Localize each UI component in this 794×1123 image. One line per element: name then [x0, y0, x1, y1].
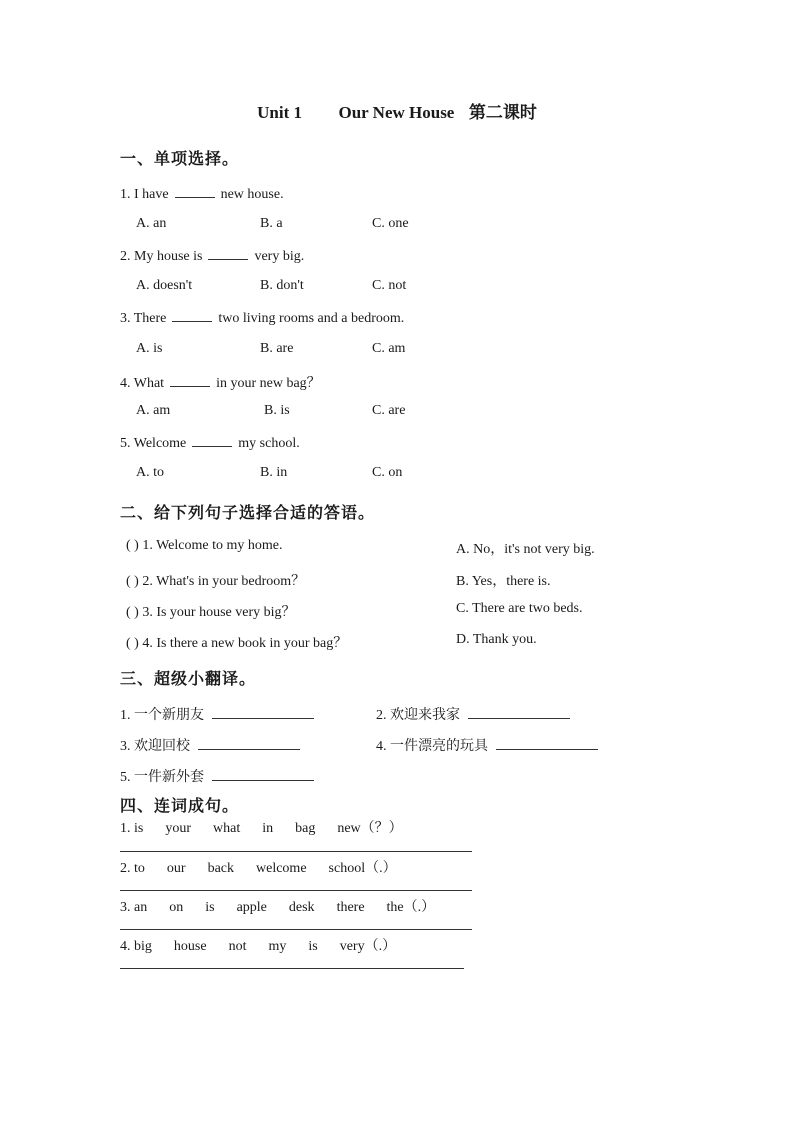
s1-question-5: [120, 434, 300, 452]
translation-item: [120, 735, 300, 755]
question-text: two living rooms and a bedroom.: [218, 311, 405, 326]
word: welcome: [256, 861, 307, 876]
option[interactable]: C. one: [372, 216, 409, 231]
s1-question-3: [120, 309, 404, 327]
translation-prompt: 2. 欢迎来我家: [376, 708, 460, 723]
option[interactable]: A. am: [136, 403, 171, 418]
s1-question-1: [120, 185, 284, 203]
word: what: [213, 821, 241, 836]
word: new（？）: [337, 821, 403, 836]
option[interactable]: A. is: [136, 341, 163, 356]
translation-item: [376, 735, 598, 755]
option[interactable]: A. an: [136, 216, 167, 231]
answer-blank[interactable]: [172, 309, 212, 322]
word: your: [165, 821, 192, 836]
word: apple: [236, 900, 267, 915]
question-text: 1. I have: [120, 187, 169, 202]
question-text: 3. There: [120, 311, 167, 326]
question-text: my school.: [238, 436, 300, 451]
question-text: 5. Welcome: [120, 436, 187, 451]
word: my: [268, 939, 287, 954]
option[interactable]: C. on: [372, 465, 403, 480]
question-text: 2. My house is: [120, 249, 203, 264]
option[interactable]: B. is: [264, 403, 290, 418]
word: house: [173, 939, 207, 954]
word: our: [166, 861, 186, 876]
title-name: Our New House: [338, 103, 455, 122]
translation-item: [120, 766, 314, 786]
answer-line[interactable]: [120, 929, 472, 930]
question-text: 4. What: [120, 376, 165, 391]
word-order-item: [120, 935, 418, 955]
word: back: [207, 861, 234, 876]
section4-heading: 四、连词成句。: [120, 798, 240, 815]
option[interactable]: C. not: [372, 278, 407, 293]
question-text: new house.: [220, 187, 284, 202]
word: 4. big: [120, 939, 152, 954]
translation-item: [120, 704, 314, 724]
answer-blank[interactable]: [175, 185, 215, 198]
word: there: [336, 900, 365, 915]
word: 2. to: [120, 861, 145, 876]
answer-blank[interactable]: [198, 737, 300, 750]
question-text: in your new bag？: [216, 376, 321, 391]
match-question: ( ) 1. Welcome to my home.: [126, 538, 283, 553]
section3-heading: 三、超级小翻译。: [120, 671, 257, 688]
option[interactable]: C. are: [372, 403, 406, 418]
word: in: [262, 821, 274, 836]
s1-question-2: [120, 247, 304, 265]
word: the（.）: [386, 900, 436, 915]
translation-prompt: 5. 一件新外套: [120, 770, 204, 785]
translation-prompt: 1. 一个新朋友: [120, 708, 204, 723]
s1-question-4: [120, 372, 321, 392]
word: 1. is: [120, 821, 144, 836]
match-answer: B. Yes，there is.: [456, 574, 551, 589]
option[interactable]: B. are: [260, 341, 294, 356]
title-unit: Unit 1: [257, 103, 302, 122]
option[interactable]: A. doesn't: [136, 278, 193, 293]
option[interactable]: A. to: [136, 465, 164, 480]
option[interactable]: B. in: [260, 465, 288, 480]
answer-blank[interactable]: [212, 706, 314, 719]
answer-line[interactable]: [120, 890, 472, 891]
match-question: ( ) 3. Is your house very big？: [126, 605, 296, 620]
answer-blank[interactable]: [208, 247, 248, 260]
match-answer: D. Thank you.: [456, 632, 537, 647]
match-question: ( ) 2. What's in your bedroom？: [126, 574, 306, 589]
match-answer: A. No，it's not very big.: [456, 542, 595, 557]
word: very（.）: [339, 939, 397, 954]
title-lesson: 第二课时: [468, 103, 537, 122]
page-title: [0, 98, 794, 123]
word-order-item: [120, 896, 457, 916]
translation-prompt: 3. 欢迎回校: [120, 739, 190, 754]
section1-heading: 一、单项选择。: [120, 151, 240, 168]
word: is: [308, 939, 318, 954]
translation-prompt: 4. 一件漂亮的玩具: [376, 739, 488, 754]
answer-blank[interactable]: [496, 737, 598, 750]
word: school（.）: [328, 861, 397, 876]
word: bag: [295, 821, 316, 836]
section2-heading: 二、给下列句子选择合适的答语。: [120, 505, 376, 522]
word: 3. an: [120, 900, 148, 915]
word-order-item: [120, 817, 425, 837]
option[interactable]: B. a: [260, 216, 283, 231]
word: not: [228, 939, 247, 954]
answer-blank[interactable]: [192, 434, 232, 447]
option[interactable]: C. am: [372, 341, 406, 356]
answer-blank[interactable]: [170, 374, 210, 387]
option[interactable]: B. don't: [260, 278, 304, 293]
question-text: very big.: [254, 249, 305, 264]
match-answer: C. There are two beds.: [456, 601, 583, 616]
word: desk: [288, 900, 315, 915]
word-order-item: [120, 857, 419, 877]
match-question: ( ) 4. Is there a new book in your bag？: [126, 636, 348, 651]
answer-line[interactable]: [120, 968, 464, 969]
answer-blank[interactable]: [212, 768, 314, 781]
translation-item: [376, 704, 570, 724]
word: is: [205, 900, 215, 915]
answer-line[interactable]: [120, 851, 472, 852]
word: on: [169, 900, 184, 915]
answer-blank[interactable]: [468, 706, 570, 719]
